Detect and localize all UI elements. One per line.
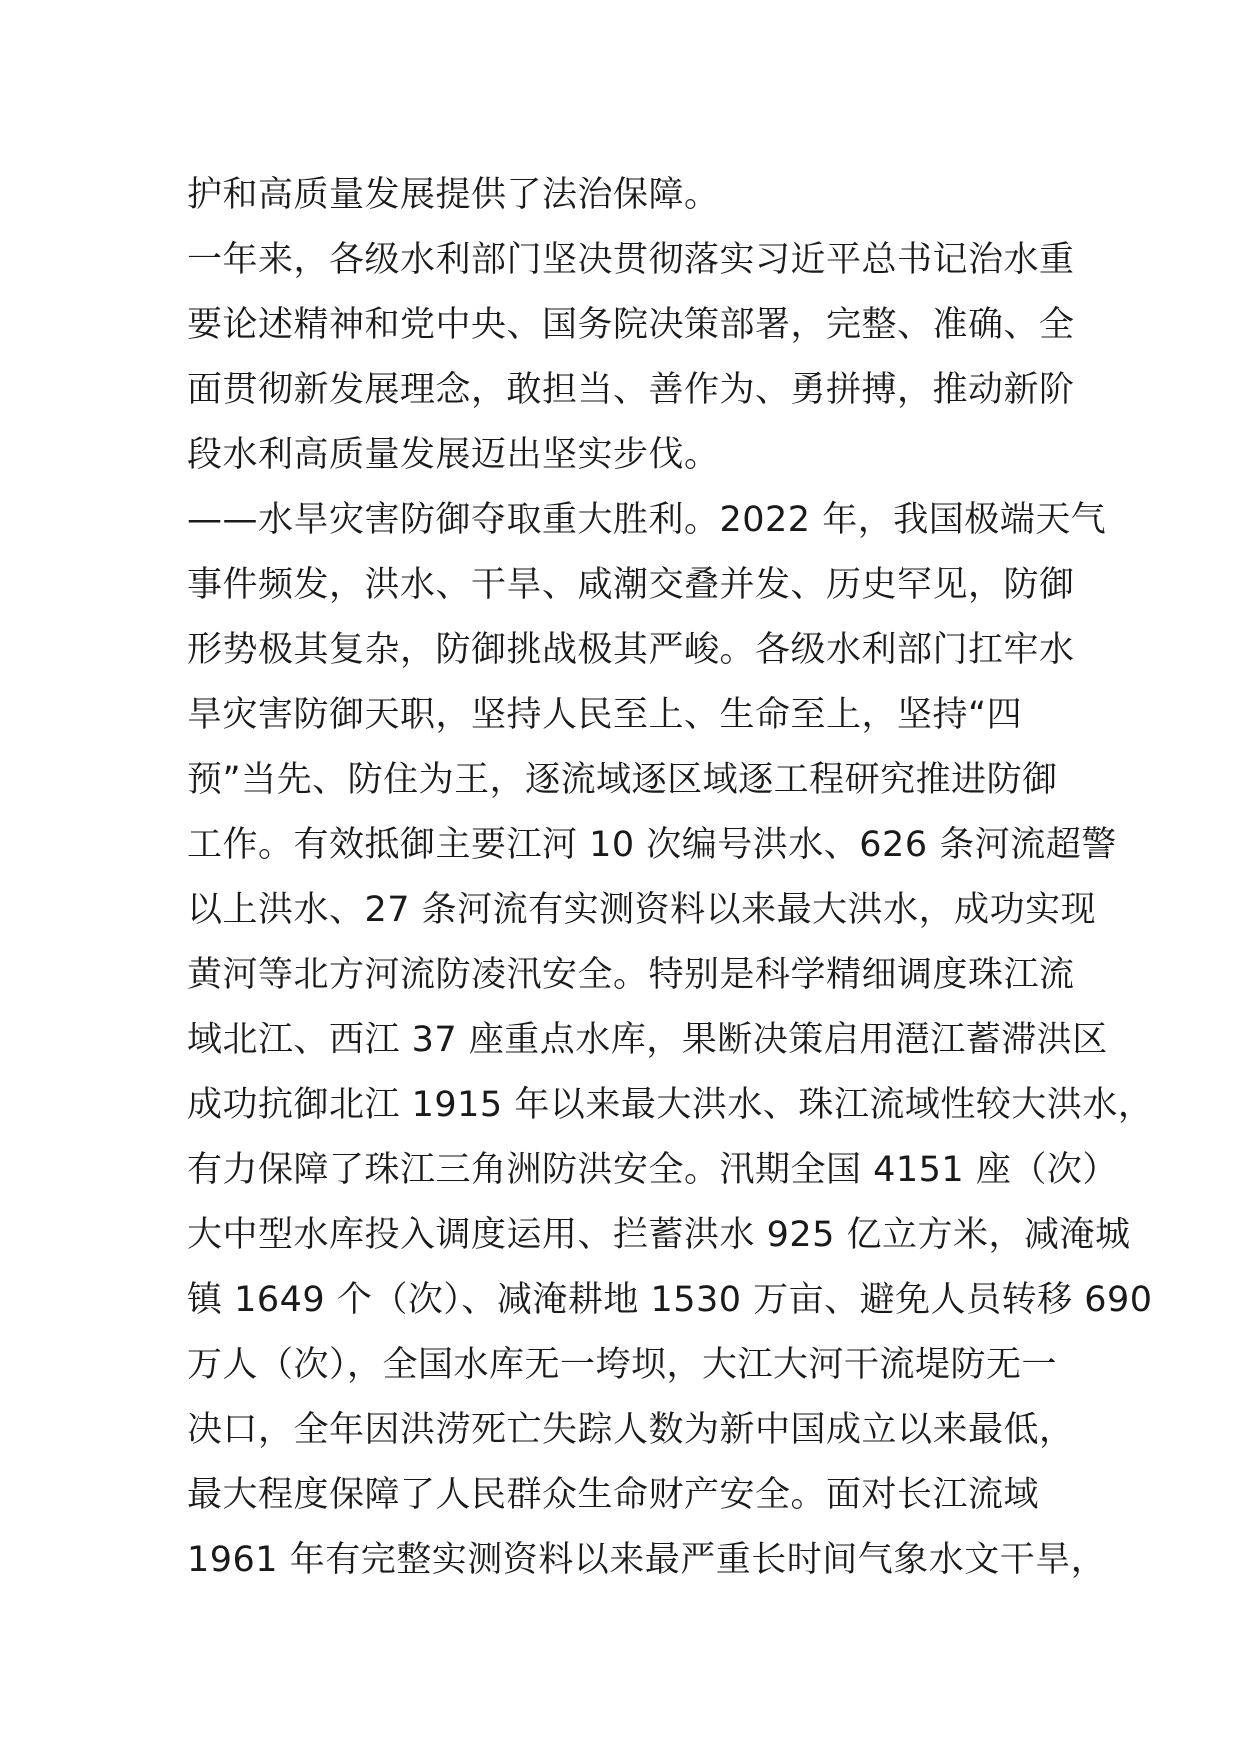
text-line: 段水利高质量发展迈出坚实步伐。 (187, 435, 720, 475)
body-text (187, 163, 1154, 1593)
text-line: 黄河等北方河流防凌汛安全。特别是科学精细调度珠江流 (187, 955, 1075, 995)
text-line: 护和高质量发展提供了法治保障。 (187, 175, 720, 215)
text-line: 形势极其复杂，防御挑战极其严峻。各级水利部门扛牢水 (187, 630, 1075, 670)
text-line: 有力保障了珠江三角洲防洪安全。汛期全国 4151 座（次） (187, 1150, 1118, 1190)
text-line: 1961 年有完整实测资料以来最严重长时间气象水文干旱， (187, 1540, 1107, 1580)
text-line: 一年来，各级水利部门坚决贯彻落实习近平总书记治水重 (187, 240, 1075, 280)
text-line: 工作。有效抵御主要江河 10 次编号洪水、626 条河流超警 (187, 825, 1117, 865)
text-line: 决口，全年因洪涝死亡失踪人数为新中国成立以来最低， (187, 1410, 1075, 1450)
text-line: 大中型水库投入调度运用、拦蓄洪水 925 亿立方米，减淹城 (187, 1215, 1131, 1255)
text-line: 要论述精神和党中央、国务院决策部署，完整、准确、全 (187, 305, 1075, 345)
text-line: 成功抗御北江 1915 年以来最大洪水、珠江流域性较大洪水， (187, 1085, 1154, 1125)
text-line: 万人（次），全国水库无一垮坝，大江大河干流堤防无一 (187, 1345, 1058, 1385)
text-line: 预”当先、防住为王，逐流域逐区域逐工程研究推进防御 (187, 760, 1058, 800)
text-line: 面贯彻新发展理念，敢担当、善作为、勇拼搏，推动新阶 (187, 370, 1075, 410)
text-line: 镇 1649 个（次）、减淹耕地 1530 万亩、避免人员转移 690 (187, 1280, 1153, 1320)
text-line: 事件频发，洪水、干旱、咸潮交叠并发、历史罕见，防御 (187, 565, 1075, 605)
text-line: 旱灾害防御天职，坚持人民至上、生命至上，坚持“四 (187, 695, 1023, 735)
text-line: ——水旱灾害防御夺取重大胜利。2022 年，我国极端天气 (187, 500, 1107, 540)
text-line: 以上洪水、27 条河流有实测资料以来最大洪水，成功实现 (187, 890, 1097, 930)
text-line: 最大程度保障了人民群众生命财产安全。面对长江流域 (187, 1475, 1040, 1515)
text-line: 域北江、西江 37 座重点水库，果断决策启用潖江蓄滞洪区 (187, 1020, 1108, 1060)
